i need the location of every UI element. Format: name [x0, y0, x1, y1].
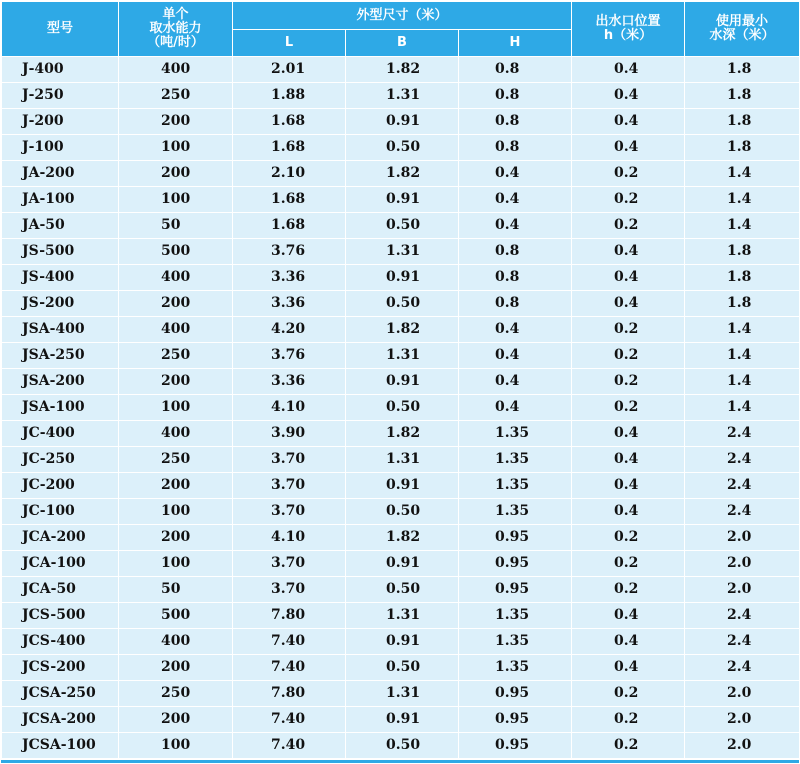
table-row [2, 343, 800, 369]
length-cell: 3.36 [233, 265, 346, 291]
width-cell: 0.50 [346, 213, 459, 239]
outlet-cell: 0.2 [572, 161, 685, 187]
outlet-cell: 0.4 [572, 447, 685, 473]
length-cell: 1.68 [233, 135, 346, 161]
header-model: 型号 [2, 2, 119, 57]
capacity-cell: 200 [119, 369, 233, 395]
min-depth-cell: 1.4 [685, 317, 800, 343]
min-depth-cell: 1.4 [685, 343, 800, 369]
height-cell: 1.35 [459, 603, 572, 629]
table-row [2, 135, 800, 161]
capacity-cell: 200 [119, 161, 233, 187]
outlet-cell: 0.4 [572, 265, 685, 291]
header-depth-line-2: 水深（米） [709, 28, 775, 43]
height-cell: 0.95 [459, 707, 572, 733]
min-depth-cell: 1.8 [685, 83, 800, 109]
capacity-cell: 400 [119, 317, 233, 343]
min-depth-cell: 2.4 [685, 603, 800, 629]
table-row [2, 707, 800, 733]
model-cell: J-200 [2, 109, 119, 135]
width-cell: 0.50 [346, 577, 459, 603]
outlet-cell: 0.4 [572, 421, 685, 447]
model-cell: JCA-50 [2, 577, 119, 603]
capacity-cell: 250 [119, 447, 233, 473]
capacity-cell: 200 [119, 109, 233, 135]
table-row [2, 733, 800, 759]
table-row [2, 369, 800, 395]
table-bottom-rule [1, 760, 799, 763]
capacity-cell: 200 [119, 473, 233, 499]
capacity-cell: 100 [119, 499, 233, 525]
header-capacity-line-1: 单个 [162, 7, 189, 22]
model-cell: JCS-400 [2, 629, 119, 655]
length-cell: 3.70 [233, 499, 346, 525]
min-depth-cell: 1.4 [685, 213, 800, 239]
outlet-cell: 0.2 [572, 317, 685, 343]
model-cell: JC-200 [2, 473, 119, 499]
outlet-cell: 0.4 [572, 603, 685, 629]
height-cell: 0.95 [459, 577, 572, 603]
model-cell: JA-200 [2, 161, 119, 187]
height-cell: 0.95 [459, 733, 572, 759]
model-cell: JS-400 [2, 265, 119, 291]
min-depth-cell: 2.0 [685, 577, 800, 603]
model-cell: JA-50 [2, 213, 119, 239]
table-row [2, 317, 800, 343]
length-cell: 1.68 [233, 213, 346, 239]
width-cell: 0.50 [346, 395, 459, 421]
model-cell: JC-250 [2, 447, 119, 473]
length-cell: 7.40 [233, 629, 346, 655]
table-header [2, 2, 800, 57]
capacity-cell: 400 [119, 265, 233, 291]
length-cell: 4.10 [233, 395, 346, 421]
width-cell: 0.91 [346, 473, 459, 499]
table-row [2, 629, 800, 655]
width-cell: 1.31 [346, 603, 459, 629]
length-cell: 7.80 [233, 603, 346, 629]
model-cell: JCS-500 [2, 603, 119, 629]
header-dimensions-group: 外型尺寸（米） [233, 2, 572, 30]
height-cell: 0.8 [459, 265, 572, 291]
capacity-cell: 250 [119, 83, 233, 109]
model-cell: J-100 [2, 135, 119, 161]
width-cell: 1.31 [346, 681, 459, 707]
table-row [2, 239, 800, 265]
width-cell: 0.91 [346, 707, 459, 733]
min-depth-cell: 1.8 [685, 57, 800, 83]
height-cell: 0.8 [459, 239, 572, 265]
table-row [2, 57, 800, 83]
length-cell: 3.70 [233, 577, 346, 603]
min-depth-cell: 2.4 [685, 421, 800, 447]
length-cell: 4.10 [233, 525, 346, 551]
length-cell: 7.40 [233, 655, 346, 681]
outlet-cell: 0.4 [572, 629, 685, 655]
length-cell: 3.70 [233, 447, 346, 473]
min-depth-cell: 1.8 [685, 239, 800, 265]
header-capacity-line-3: （吨/时） [147, 35, 204, 50]
model-cell: JCA-100 [2, 551, 119, 577]
height-cell: 1.35 [459, 421, 572, 447]
table-row [2, 109, 800, 135]
height-cell: 0.8 [459, 135, 572, 161]
model-cell: J-400 [2, 57, 119, 83]
model-cell: JCSA-100 [2, 733, 119, 759]
height-cell: 0.95 [459, 525, 572, 551]
length-cell: 3.70 [233, 473, 346, 499]
height-cell: 0.8 [459, 57, 572, 83]
height-cell: 0.8 [459, 291, 572, 317]
width-cell: 1.82 [346, 525, 459, 551]
width-cell: 0.50 [346, 135, 459, 161]
outlet-cell: 0.4 [572, 83, 685, 109]
table-row [2, 603, 800, 629]
outlet-cell: 0.4 [572, 655, 685, 681]
capacity-cell: 200 [119, 655, 233, 681]
height-cell: 0.4 [459, 187, 572, 213]
table-row [2, 655, 800, 681]
table-row [2, 681, 800, 707]
min-depth-cell: 1.8 [685, 109, 800, 135]
table-row [2, 187, 800, 213]
length-cell: 1.88 [233, 83, 346, 109]
table-row [2, 577, 800, 603]
width-cell: 0.50 [346, 291, 459, 317]
capacity-cell: 200 [119, 707, 233, 733]
width-cell: 1.82 [346, 421, 459, 447]
width-cell: 0.91 [346, 629, 459, 655]
length-cell: 3.90 [233, 421, 346, 447]
outlet-cell: 0.2 [572, 343, 685, 369]
table-row [2, 473, 800, 499]
outlet-cell: 0.2 [572, 551, 685, 577]
width-cell: 0.91 [346, 109, 459, 135]
min-depth-cell: 2.4 [685, 447, 800, 473]
model-cell: JCSA-250 [2, 681, 119, 707]
header-outlet-line-2: h（米） [603, 28, 653, 43]
min-depth-cell: 1.4 [685, 395, 800, 421]
table-row [2, 421, 800, 447]
spec-table [1, 1, 800, 759]
width-cell: 0.50 [346, 733, 459, 759]
min-depth-cell: 1.8 [685, 135, 800, 161]
width-cell: 1.31 [346, 343, 459, 369]
model-cell: JC-400 [2, 421, 119, 447]
model-cell: JSA-400 [2, 317, 119, 343]
width-cell: 0.91 [346, 369, 459, 395]
capacity-cell: 100 [119, 733, 233, 759]
length-cell: 3.70 [233, 551, 346, 577]
min-depth-cell: 1.8 [685, 265, 800, 291]
outlet-cell: 0.2 [572, 733, 685, 759]
outlet-cell: 0.4 [572, 135, 685, 161]
min-depth-cell: 2.4 [685, 473, 800, 499]
min-depth-cell: 2.0 [685, 551, 800, 577]
width-cell: 1.31 [346, 83, 459, 109]
outlet-cell: 0.4 [572, 57, 685, 83]
model-cell: JC-100 [2, 499, 119, 525]
length-cell: 1.68 [233, 187, 346, 213]
header-dim-l: L [233, 30, 346, 57]
outlet-cell: 0.2 [572, 395, 685, 421]
height-cell: 1.35 [459, 447, 572, 473]
length-cell: 2.01 [233, 57, 346, 83]
table-row [2, 499, 800, 525]
outlet-cell: 0.2 [572, 681, 685, 707]
width-cell: 1.82 [346, 57, 459, 83]
min-depth-cell: 1.4 [685, 161, 800, 187]
capacity-cell: 100 [119, 135, 233, 161]
min-depth-cell: 2.0 [685, 525, 800, 551]
table-row [2, 447, 800, 473]
capacity-cell: 50 [119, 577, 233, 603]
min-depth-cell: 1.4 [685, 187, 800, 213]
length-cell: 7.80 [233, 681, 346, 707]
length-cell: 4.20 [233, 317, 346, 343]
outlet-cell: 0.2 [572, 213, 685, 239]
height-cell: 1.35 [459, 499, 572, 525]
width-cell: 0.91 [346, 187, 459, 213]
table-row [2, 213, 800, 239]
min-depth-cell: 2.4 [685, 499, 800, 525]
header-capacity [119, 2, 233, 57]
header-capacity-line-2: 取水能力 [149, 21, 202, 36]
capacity-cell: 250 [119, 343, 233, 369]
height-cell: 1.35 [459, 629, 572, 655]
min-depth-cell: 2.4 [685, 629, 800, 655]
outlet-cell: 0.4 [572, 239, 685, 265]
length-cell: 3.36 [233, 291, 346, 317]
outlet-cell: 0.4 [572, 109, 685, 135]
capacity-cell: 100 [119, 187, 233, 213]
capacity-cell: 500 [119, 239, 233, 265]
table-row [2, 83, 800, 109]
header-min-depth [685, 2, 800, 57]
width-cell: 1.82 [346, 317, 459, 343]
outlet-cell: 0.2 [572, 525, 685, 551]
min-depth-cell: 2.0 [685, 707, 800, 733]
model-cell: JCS-200 [2, 655, 119, 681]
model-cell: JSA-250 [2, 343, 119, 369]
table-row [2, 525, 800, 551]
length-cell: 2.10 [233, 161, 346, 187]
height-cell: 0.4 [459, 317, 572, 343]
width-cell: 1.31 [346, 239, 459, 265]
height-cell: 0.95 [459, 681, 572, 707]
header-outlet-position [572, 2, 685, 57]
table-row [2, 291, 800, 317]
min-depth-cell: 2.0 [685, 681, 800, 707]
outlet-cell: 0.2 [572, 187, 685, 213]
model-cell: JA-100 [2, 187, 119, 213]
min-depth-cell: 1.8 [685, 291, 800, 317]
width-cell: 1.82 [346, 161, 459, 187]
model-cell: J-250 [2, 83, 119, 109]
header-dim-b: B [346, 30, 459, 57]
model-cell: JCSA-200 [2, 707, 119, 733]
min-depth-cell: 1.4 [685, 369, 800, 395]
outlet-cell: 0.4 [572, 291, 685, 317]
width-cell: 1.31 [346, 447, 459, 473]
height-cell: 0.8 [459, 109, 572, 135]
height-cell: 0.4 [459, 395, 572, 421]
table-row [2, 265, 800, 291]
capacity-cell: 400 [119, 629, 233, 655]
capacity-cell: 100 [119, 551, 233, 577]
outlet-cell: 0.2 [572, 369, 685, 395]
capacity-cell: 500 [119, 603, 233, 629]
height-cell: 0.4 [459, 161, 572, 187]
header-depth-line-1: 使用最小 [715, 14, 768, 29]
length-cell: 3.36 [233, 369, 346, 395]
outlet-cell: 0.2 [572, 577, 685, 603]
width-cell: 0.91 [346, 265, 459, 291]
capacity-cell: 400 [119, 57, 233, 83]
capacity-cell: 250 [119, 681, 233, 707]
height-cell: 1.35 [459, 473, 572, 499]
outlet-cell: 0.2 [572, 707, 685, 733]
model-cell: JS-500 [2, 239, 119, 265]
min-depth-cell: 2.4 [685, 655, 800, 681]
model-cell: JSA-100 [2, 395, 119, 421]
length-cell: 7.40 [233, 733, 346, 759]
capacity-cell: 100 [119, 395, 233, 421]
height-cell: 1.35 [459, 655, 572, 681]
length-cell: 1.68 [233, 109, 346, 135]
height-cell: 0.95 [459, 551, 572, 577]
width-cell: 0.91 [346, 551, 459, 577]
length-cell: 3.76 [233, 343, 346, 369]
capacity-cell: 200 [119, 525, 233, 551]
outlet-cell: 0.4 [572, 473, 685, 499]
min-depth-cell: 2.0 [685, 733, 800, 759]
width-cell: 0.50 [346, 499, 459, 525]
model-cell: JS-200 [2, 291, 119, 317]
height-cell: 0.4 [459, 343, 572, 369]
length-cell: 7.40 [233, 707, 346, 733]
outlet-cell: 0.4 [572, 499, 685, 525]
table-row [2, 161, 800, 187]
width-cell: 0.50 [346, 655, 459, 681]
table-row [2, 551, 800, 577]
capacity-cell: 400 [119, 421, 233, 447]
capacity-cell: 200 [119, 291, 233, 317]
table-body [2, 57, 800, 759]
height-cell: 0.8 [459, 83, 572, 109]
header-dim-h: H [459, 30, 572, 57]
capacity-cell: 50 [119, 213, 233, 239]
model-cell: JSA-200 [2, 369, 119, 395]
model-cell: JCA-200 [2, 525, 119, 551]
table-row [2, 395, 800, 421]
header-outlet-line-1: 出水口位置 [595, 14, 661, 29]
height-cell: 0.4 [459, 369, 572, 395]
height-cell: 0.4 [459, 213, 572, 239]
length-cell: 3.76 [233, 239, 346, 265]
